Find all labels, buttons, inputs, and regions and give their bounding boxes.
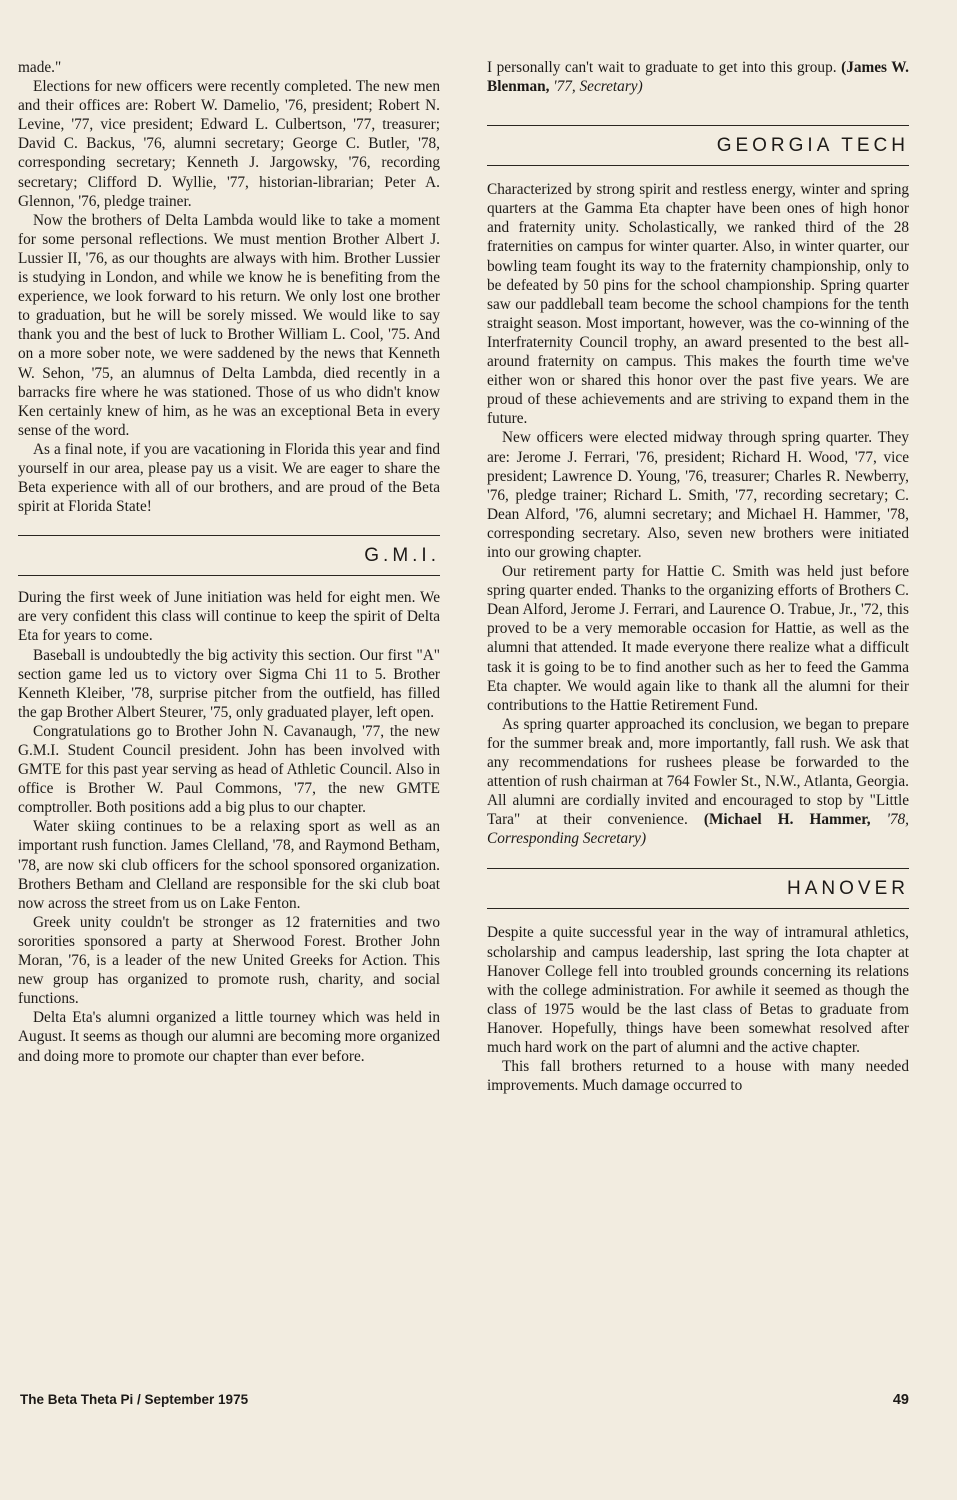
hanover-body (487, 923, 909, 1095)
gmi-paragraph: Congratulations go to Brother John N. Cavanaugh, '77, the new G.M.I. Student Council president. John has been involved with GMTE for this past year serving as head of Athletic Council. Also in office is Brother W. Paul Commons, '77, the new GMTE comptroller. Both positions add a big plus to our chapter. (18, 722, 440, 817)
carry-over-text: I personally can't wait to graduate to get into this group. (487, 59, 842, 76)
georgia-tech-title: GEORGIA TECH (716, 135, 909, 157)
continued-quote: made." (18, 59, 62, 76)
section-divider (18, 575, 440, 576)
georgia-tech-section-header (487, 125, 909, 166)
gmi-paragraph: During the first week of June initiation was held for eight men. We are very confident this class will continue to keep the spirit of Delta Eta for years to come. (18, 589, 440, 645)
page-number: 49 (892, 1392, 909, 1408)
section-divider (487, 165, 909, 166)
signature-name: (James W. Blenman, (487, 59, 909, 96)
signature-role: '77, Secretary) (549, 78, 643, 96)
hanover-title: HANOVER (787, 878, 909, 900)
georgia-tech-paragraph: New officers were elected midway through spring quarter. They are: Jerome J. Ferrari, '76, president; Richard H. Wood, '77, vice president; Lawrence D. Young, '76, treasurer; Charles R. Newberry, '76, pledge trainer; Richard L. Smith, '77, recording secretary; C. Dean Alford, '76, alumni secretary; and Michael H. Hammer, '78, corresponding secretary. Also, seven new brothers were initiated into our growing chapter. (487, 429, 909, 561)
publication-line: The Beta Theta Pi / September 1975 (20, 1392, 249, 1407)
carry-over-paragraph (487, 58, 909, 96)
right-column (487, 58, 909, 1095)
georgia-tech-paragraph: Characterized by strong spirit and restless energy, winter and spring quarters at the Gamma Eta chapter have been ones of high honor and fraternity unity. Scholastically, we ranked third of the 28 fraternities on campus for winter quarter. Also, in winter quarter, our bowling team fought its way to the fraternity championship, only to be defeated by 50 pins for the school championship. Spring quarter saw our paddleball team become the school champions for the tenth straight season. Most important, however, was the co-winning of the Interfraternity Council trophy, an award presented to the best all-around fraternity on campus. This makes the fourth time we've either won or shared this honor over the past five years. We are proud of these achievements and are striving to expand them in the future. (487, 181, 909, 428)
signature-name: (Michael H. Hammer, (703, 811, 871, 829)
final-note-paragraph: As a final note, if you are vacationing in Florida this year and find yourself in our area, please pay us a visit. We are eager to share the Beta experience with all of our brothers, and are proud of the Beta spirit at Florida State! (18, 440, 440, 516)
hanover-section-header (487, 868, 909, 909)
officers-paragraph: Elections for new officers were recently completed. The new men and their offices are: Robert W. Damelio, '76, president; Robert N. Levine, '77, vice president; Edward L. Culbertson, '77, treasurer; David C. Backus, '76, alumni secretary; George C. Butler, '78, corresponding secretary; Kenneth J. Jargowsky, '76, recording secretary; Clifford D. Wyllie, '77, historian-librarian; Peter A. Glennon, '76, pledge trainer. (18, 78, 440, 210)
hanover-paragraph: Despite a quite successful year in the way of intramural athletics, scholarship and campus leadership, last spring the Iota chapter at Hanover College fell into troubled grounds concerning its relations with the college administration. For awhile it seemed as though the class of 1975 would be the last class of Betas to graduate from Hanover. Hopefully, things have been somewhat resolved after much hard work on the part of alumni and the active chapter. (487, 924, 909, 1057)
gmi-paragraph: Greek unity couldn't be stronger as 12 fraternities and two sororities sponsored a party at Sherwood Forest. Brother John Moran, '76, is a leader of the new United Greeks for Action. This new group has organized to promote rush, charity, and social functions. (18, 913, 440, 1008)
hanover-paragraph: This fall brothers returned to a house with many needed improvements. Much damage occurred to (487, 1058, 909, 1095)
left-column (18, 58, 440, 1066)
georgia-tech-body (487, 180, 909, 848)
gmi-paragraph: Delta Eta's alumni organized a little tourney which was held in August. It seems as though our alumni are becoming more organized and doing more to promote our chapter than ever before. (18, 1009, 440, 1065)
gmi-body (18, 588, 440, 1065)
georgia-tech-paragraph: Our retirement party for Hattie C. Smith was held just before spring quarter ended. Thanks to the organizing efforts of Brothers C. Dean Alford, Jerome J. Ferrari, and Laurence O. Trabue, Jr., '72, this proved to be a very memorable occasion for Hattie, as well as the alumni that attended. It made everyone there realize what a difficult task it is going to be to find another such as her to feed the Gamma Eta chapter. We would again like to thank all the alumni for their contributions to the Hattie Retirement Fund. (487, 563, 909, 714)
gmi-paragraph: Water skiing continues to be a relaxing sport as well as an important rush function. James Clelland, '78, and Raymond Betham, '78, are now ski club officers for the school sponsored organization. Brothers Betham and Clelland are responsible for the ski club boat now across the street from us on Lake Fenton. (18, 818, 440, 912)
gmi-title: G.M.I. (364, 545, 440, 567)
georgia-tech-last-text: As spring quarter approached its conclusion, we began to prepare for the summer break and, more importantly, fall rush. We ask that any recommendations for rushees please be forwarded to the attention of rush chairman at 764 Fowler St., N.W., Atlanta, Georgia. All alumni are cordially invited and encouraged to stop by "Little Tara" at their convenience. (487, 715, 909, 829)
georgia-tech-paragraph (487, 715, 909, 849)
gmi-section-header (18, 535, 440, 576)
section-divider (487, 908, 909, 909)
gmi-paragraph: Baseball is undoubtedly the big activity this section. Our first "A" section game led us to victory over Sigma Chi 11 to 5. Brother Kenneth Kleiber, '78, surprise pitcher from the outfield, has filled the gap Brother Albert Steurer, '75, only graduated player, left open. (18, 646, 440, 721)
signature-role: '78, Corresponding Secretary) (487, 811, 910, 848)
reflections-paragraph: Now the brothers of Delta Lambda would like to take a moment for some personal reflections. We must mention Brother Albert J. Lussier II, '76, as our thoughts are always with him. Brother Lussier is studying in London, and while we know he is benefiting from the experience, we look forward to his return. We only lost one brother to graduation, but he will be sorely missed. We would like to say thank you and the best of luck to Brother William L. Cool, '75. And on a more sober note, we were saddened by the news that Kenneth W. Sehon, '75, an alumnus of Delta Lambda, died recently in a barracks fire where he was stationed. Those of us who didn't know Ken certainly knew of him, as he was an exceptional Beta in every sense of the word. (18, 211, 440, 439)
